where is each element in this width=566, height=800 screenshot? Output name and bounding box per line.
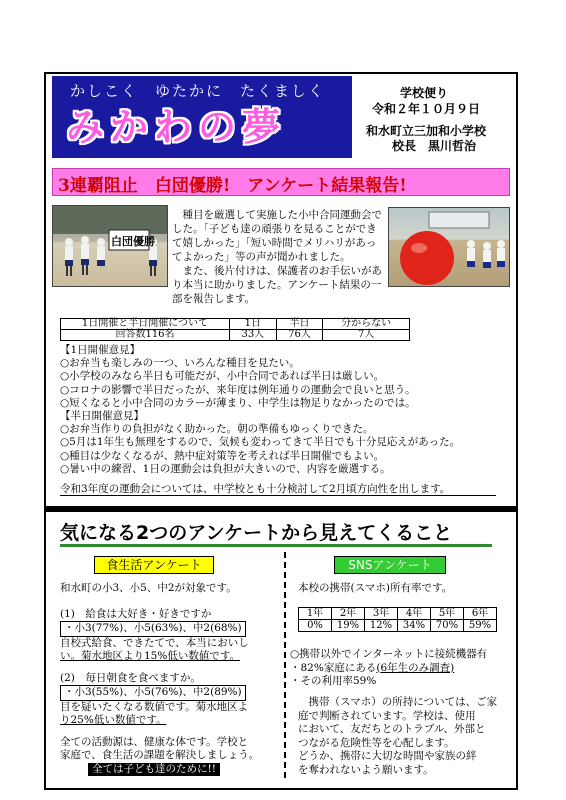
school-name: 和水町立三加和小学校 (366, 124, 487, 138)
sns-comment-line: 携帯（スマホ）の所持については、ご家 (298, 696, 498, 708)
food-target: 和水町の小3、小5、中2が対象です。 (60, 582, 237, 594)
table-header-cell: 半日 (276, 319, 323, 330)
sns-survey-label: SNSアンケート (334, 556, 446, 574)
intro-text (172, 208, 386, 306)
grade-cell: 6年 (464, 608, 497, 620)
table-cell: 回答数116名 (61, 330, 230, 341)
motto: かしこく ゆたかに たくましく (70, 82, 326, 100)
newsletter-label: 学校便り (400, 86, 449, 100)
opinion-list (60, 344, 510, 476)
sns-comment-line: において、友だちとのトラブル、外部と (298, 723, 486, 735)
table-cell: 76人 (276, 330, 323, 341)
issue-date: 令和２年１０月９日 (372, 102, 481, 116)
note-underline (60, 495, 496, 496)
rate-cell: 70% (431, 620, 464, 632)
rate-cell: 0% (299, 620, 332, 632)
food-closing-2: 家庭で、食生活の課題を解決しましょう。 (60, 749, 260, 761)
list-item: 【半日開催意見】 (60, 410, 144, 423)
grade-cell: 4年 (398, 608, 431, 620)
sns-internet-1: ○携帯以外でインターネットに接続機器有 (290, 648, 488, 660)
table-row (61, 319, 410, 330)
list-item: ○お弁当作りの負担がなく助かった。朝の準備もゆっくりできた。 (60, 423, 374, 436)
food-result-1: ・小3(77%)、小5(63%)、中2(68%) (60, 621, 246, 637)
list-item: ○種目は少なくなるが、熱中症対策等を考えれば半日開催でもよい。 (60, 449, 385, 462)
section-title-underline (60, 544, 492, 547)
rate-cell: 12% (365, 620, 398, 632)
section-title: 気になる2つのアンケートから見えてくること (60, 522, 453, 544)
sports-day-photo-left (52, 205, 168, 287)
food-survey-column (60, 582, 280, 776)
rate-cell: 59% (464, 620, 497, 632)
list-item: 【1日開催意見】 (60, 344, 141, 356)
food-closing-1: 全ての活動源は、健康な体です。学校と (60, 735, 249, 748)
sns-comment-line: 庭で判断されています。学校は、使用 (298, 709, 476, 722)
food-slogan: 全ては子ども達のために!! (88, 763, 220, 777)
sns-comment-line: を奪われないよう願います。 (298, 763, 434, 776)
list-item: ○5月は1年生も無理をするので、気候も変わってきて半日でも十分見応えがあった。 (60, 436, 461, 449)
food-result-2: ・小3(55%)、小5(76%)、中2(89%) (60, 685, 246, 701)
list-item: ○コロナの影響で半日だったが、来年度は例年通りの運動会で良いと思う。 (60, 383, 416, 396)
sns-comment-line: どうか、携帯に大切な時間や家族の絆 (298, 750, 477, 762)
newsletter-title: みかわの夢 (66, 105, 287, 149)
intro-paragraph: 種目を厳選して実施した小中合同運動会でした。「子ども達の頑張りを見ることができて嬉しかった」「短い時間でメリハリがあってよかった」等の声が聞かれました。 また、後片付けは、保護者のお手伝いがあり本当に助かりました。アンケート結果の一部を報告します。 (172, 209, 382, 305)
list-item: ○お弁当も楽しみの一つ、いろんな種目を見たい。 (60, 357, 300, 370)
column-divider (284, 552, 286, 778)
food-comment-2a: 目を疑いたくなる数値です。菊水地区よ (60, 700, 249, 713)
sns-internet-2b: (6年生のみ調査) (376, 661, 455, 674)
table-header-cell: 分からない (323, 319, 410, 330)
table-cell: 7人 (323, 330, 410, 341)
list-item: ○小学校のみなら半日も可能だが、小中合同であれば半日は厳しい。 (60, 370, 385, 383)
table-row (299, 608, 497, 620)
sports-day-photo-right (388, 207, 510, 287)
principal-name: 校長 黒川哲治 (392, 139, 477, 153)
grade-cell: 3年 (365, 608, 398, 620)
food-comment-1b: い。菊水地区より15%低い数値です。 (60, 650, 240, 662)
headline-text: 3連覇阻止 白団優勝! アンケート結果報告! (58, 176, 407, 196)
sns-comment-block (298, 696, 512, 777)
grade-cell: 1年 (299, 608, 332, 620)
food-question-2: (2) 毎日朝食を食べますか。 (60, 671, 201, 684)
rate-cell: 34% (398, 620, 431, 632)
sns-survey-column (298, 582, 510, 596)
sns-internet-3: ・その利用率59% (290, 675, 377, 687)
list-item: ○暑い中の練習、1日の運動会は負担が大きいので、内容を厳選する。 (60, 462, 391, 475)
sports-day-survey-table (60, 318, 410, 341)
table-cell: 33人 (230, 330, 277, 341)
next-year-note: 令和3年度の運動会については、中学校とも十分検討して2月頃方向性を出します。 (60, 483, 451, 495)
sns-comment-line: つながる危険性等を心配します。 (298, 736, 455, 749)
food-comment-2b: り25%低い数値です。 (60, 714, 167, 726)
sns-intro: 本校の携帯(スマホ)所有率です。 (298, 582, 453, 594)
food-question-1: (1) 給食は大好き・好きですか (60, 607, 212, 620)
photo-right-drawing (389, 208, 510, 287)
rate-cell: 19% (332, 620, 365, 632)
table-header-cell: 1日 (230, 319, 277, 330)
table-row (299, 620, 497, 632)
table-row (61, 330, 410, 341)
photo-sign-text: 白団優勝 (111, 235, 155, 248)
grade-cell: 2年 (332, 608, 365, 620)
food-survey-label: 食生活アンケート (94, 556, 214, 574)
section-divider (44, 506, 518, 512)
list-item: ○短くなると小中合同のカラーが薄まり、中学生は物足りなかったのでは。 (60, 396, 416, 409)
sns-internet-block (290, 648, 510, 689)
sns-internet-2: ・82%家庭にある (290, 661, 377, 674)
grade-cell: 5年 (431, 608, 464, 620)
table-header-cell: 1日開催と半日開催について (61, 319, 230, 330)
phone-ownership-table (298, 607, 497, 632)
food-comment-1a: 自校式給食、できたてで、本当においし (60, 636, 249, 649)
